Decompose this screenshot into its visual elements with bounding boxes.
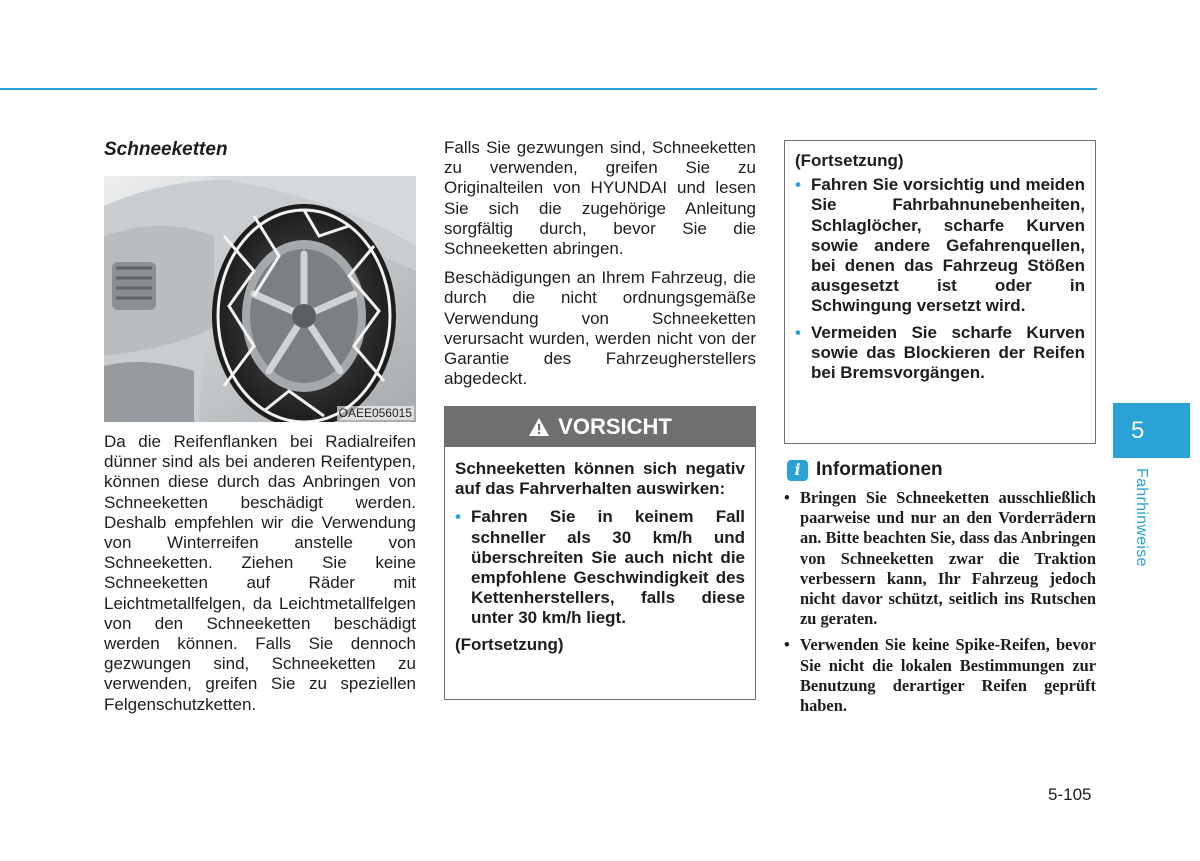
bullet-icon: • <box>784 488 790 507</box>
top-rule <box>0 88 1097 90</box>
bullet-icon: • <box>795 175 801 195</box>
caution-continued: (Fortsetzung) <box>455 634 564 654</box>
continued-caution-box <box>784 140 1096 444</box>
info-section <box>784 458 1096 716</box>
continued-bullet <box>795 323 1085 384</box>
section-title: Schneeketten <box>104 139 228 160</box>
col1-paragraph: Da die Reifenflanken bei Radialreifen dünner sind als bei anderen Reifentypen, können diese durch das Anbringen von Schneeketten beschädigt werden. Deshalb empfehlen wir die Verwendung von Winterreifen anstelle von Schneeketten. Ziehen Sie keine Schneeketten auf Räder mit Leichtmetallfelgen, da Leichtmetallfelgen von den Schneeketten beschädigt werden können. Falls Sie dennoch gezwungen sind, Schneeketten zu verwenden, greifen Sie zu speziellen Felgenschutzketten. <box>104 432 416 714</box>
caution-content <box>445 447 755 655</box>
col2-paragraph-2: Beschädigungen an Ihrem Fahrzeug, die durch die nicht ordnungsgemäße Verwendung von Schneeketten verursacht wurden, werden nicht von der Garantie des Fahrzeugherstellers abgedeckt. <box>444 268 756 389</box>
snow-chain-figure <box>104 176 416 422</box>
caution-intro: Schneeketten können sich negativ auf das Fahrverhalten auswirken: <box>455 459 745 499</box>
caution-bullet-text: Fahren Sie in keinem Fall schneller als 30 km/h und überschreiten Sie auch nicht die empfohlene Geschwindigkeit des Kettenherstellers, falls diese unter 30 km/h liegt. <box>471 507 745 628</box>
col2-paragraph-1: Falls Sie gezwungen sind, Schneeketten zu verwenden, greifen Sie zu Originalteilen von HYUNDAI und lesen Sie sich die zugehörige Anleitung sorgfältig durch, bevor Sie die Schneeketten abringen. <box>444 138 756 259</box>
caution-header <box>445 407 755 447</box>
bullet-icon: • <box>455 507 461 527</box>
info-bullet-text: Verwenden Sie keine Spike-Reifen, bevor Sie nicht die lokalen Bestimmungen zur Benutzung derartiger Reifen geprüft haben. <box>800 635 1096 716</box>
info-bullet <box>784 488 1096 629</box>
info-icon: i <box>787 460 808 481</box>
column-middle <box>444 138 756 389</box>
continued-bullets <box>795 175 1085 383</box>
continued-bullet-text: Vermeiden Sie scharfe Kurven sowie das Blockieren der Reifen bei Bremsvorgängen. <box>811 322 1085 383</box>
figure-code: OAEE056015 <box>338 406 412 420</box>
continued-heading: (Fortsetzung) <box>795 151 904 170</box>
column-left <box>104 138 416 715</box>
chapter-tab: 5 <box>1113 403 1190 458</box>
page-number: 5-105 <box>1048 785 1092 804</box>
warning-triangle-icon <box>528 417 550 437</box>
caution-bullets <box>455 507 745 628</box>
info-header <box>784 458 1096 482</box>
caution-box <box>444 406 756 700</box>
info-bullets <box>784 488 1096 716</box>
info-bullet <box>784 635 1096 716</box>
continued-bullet-text: Fahren Sie vorsichtig und meiden Sie Fahrbahnunebenheiten, Schlaglöcher, scharfe Kurven sowie andere Gefahrenquellen, bei denen das Fahrzeug Stößen ausgesetzt ist oder in Schwingung versetzt wird. <box>811 175 1085 316</box>
bullet-icon: • <box>795 322 801 342</box>
chapter-label: Fahrhinweise <box>1133 468 1150 567</box>
continued-bullet <box>795 175 1085 316</box>
info-bullet-text: Bringen Sie Schneeketten ausschließlich paarweise und nur an den Vorderrädern an. Bitte beachten Sie, dass das Anbringen von Schneeketten zwar die Traktion verbessern kann, Ihr Fahrzeug jedoch nicht davor schützt, seitlich ins Rutschen zu geraten. <box>800 488 1096 629</box>
caution-title: VORSICHT <box>558 414 672 439</box>
car-wheel-with-snow-chains-image <box>104 176 416 422</box>
bullet-icon: • <box>784 635 790 655</box>
caution-bullet <box>455 507 745 628</box>
info-title: Informationen <box>816 459 943 480</box>
